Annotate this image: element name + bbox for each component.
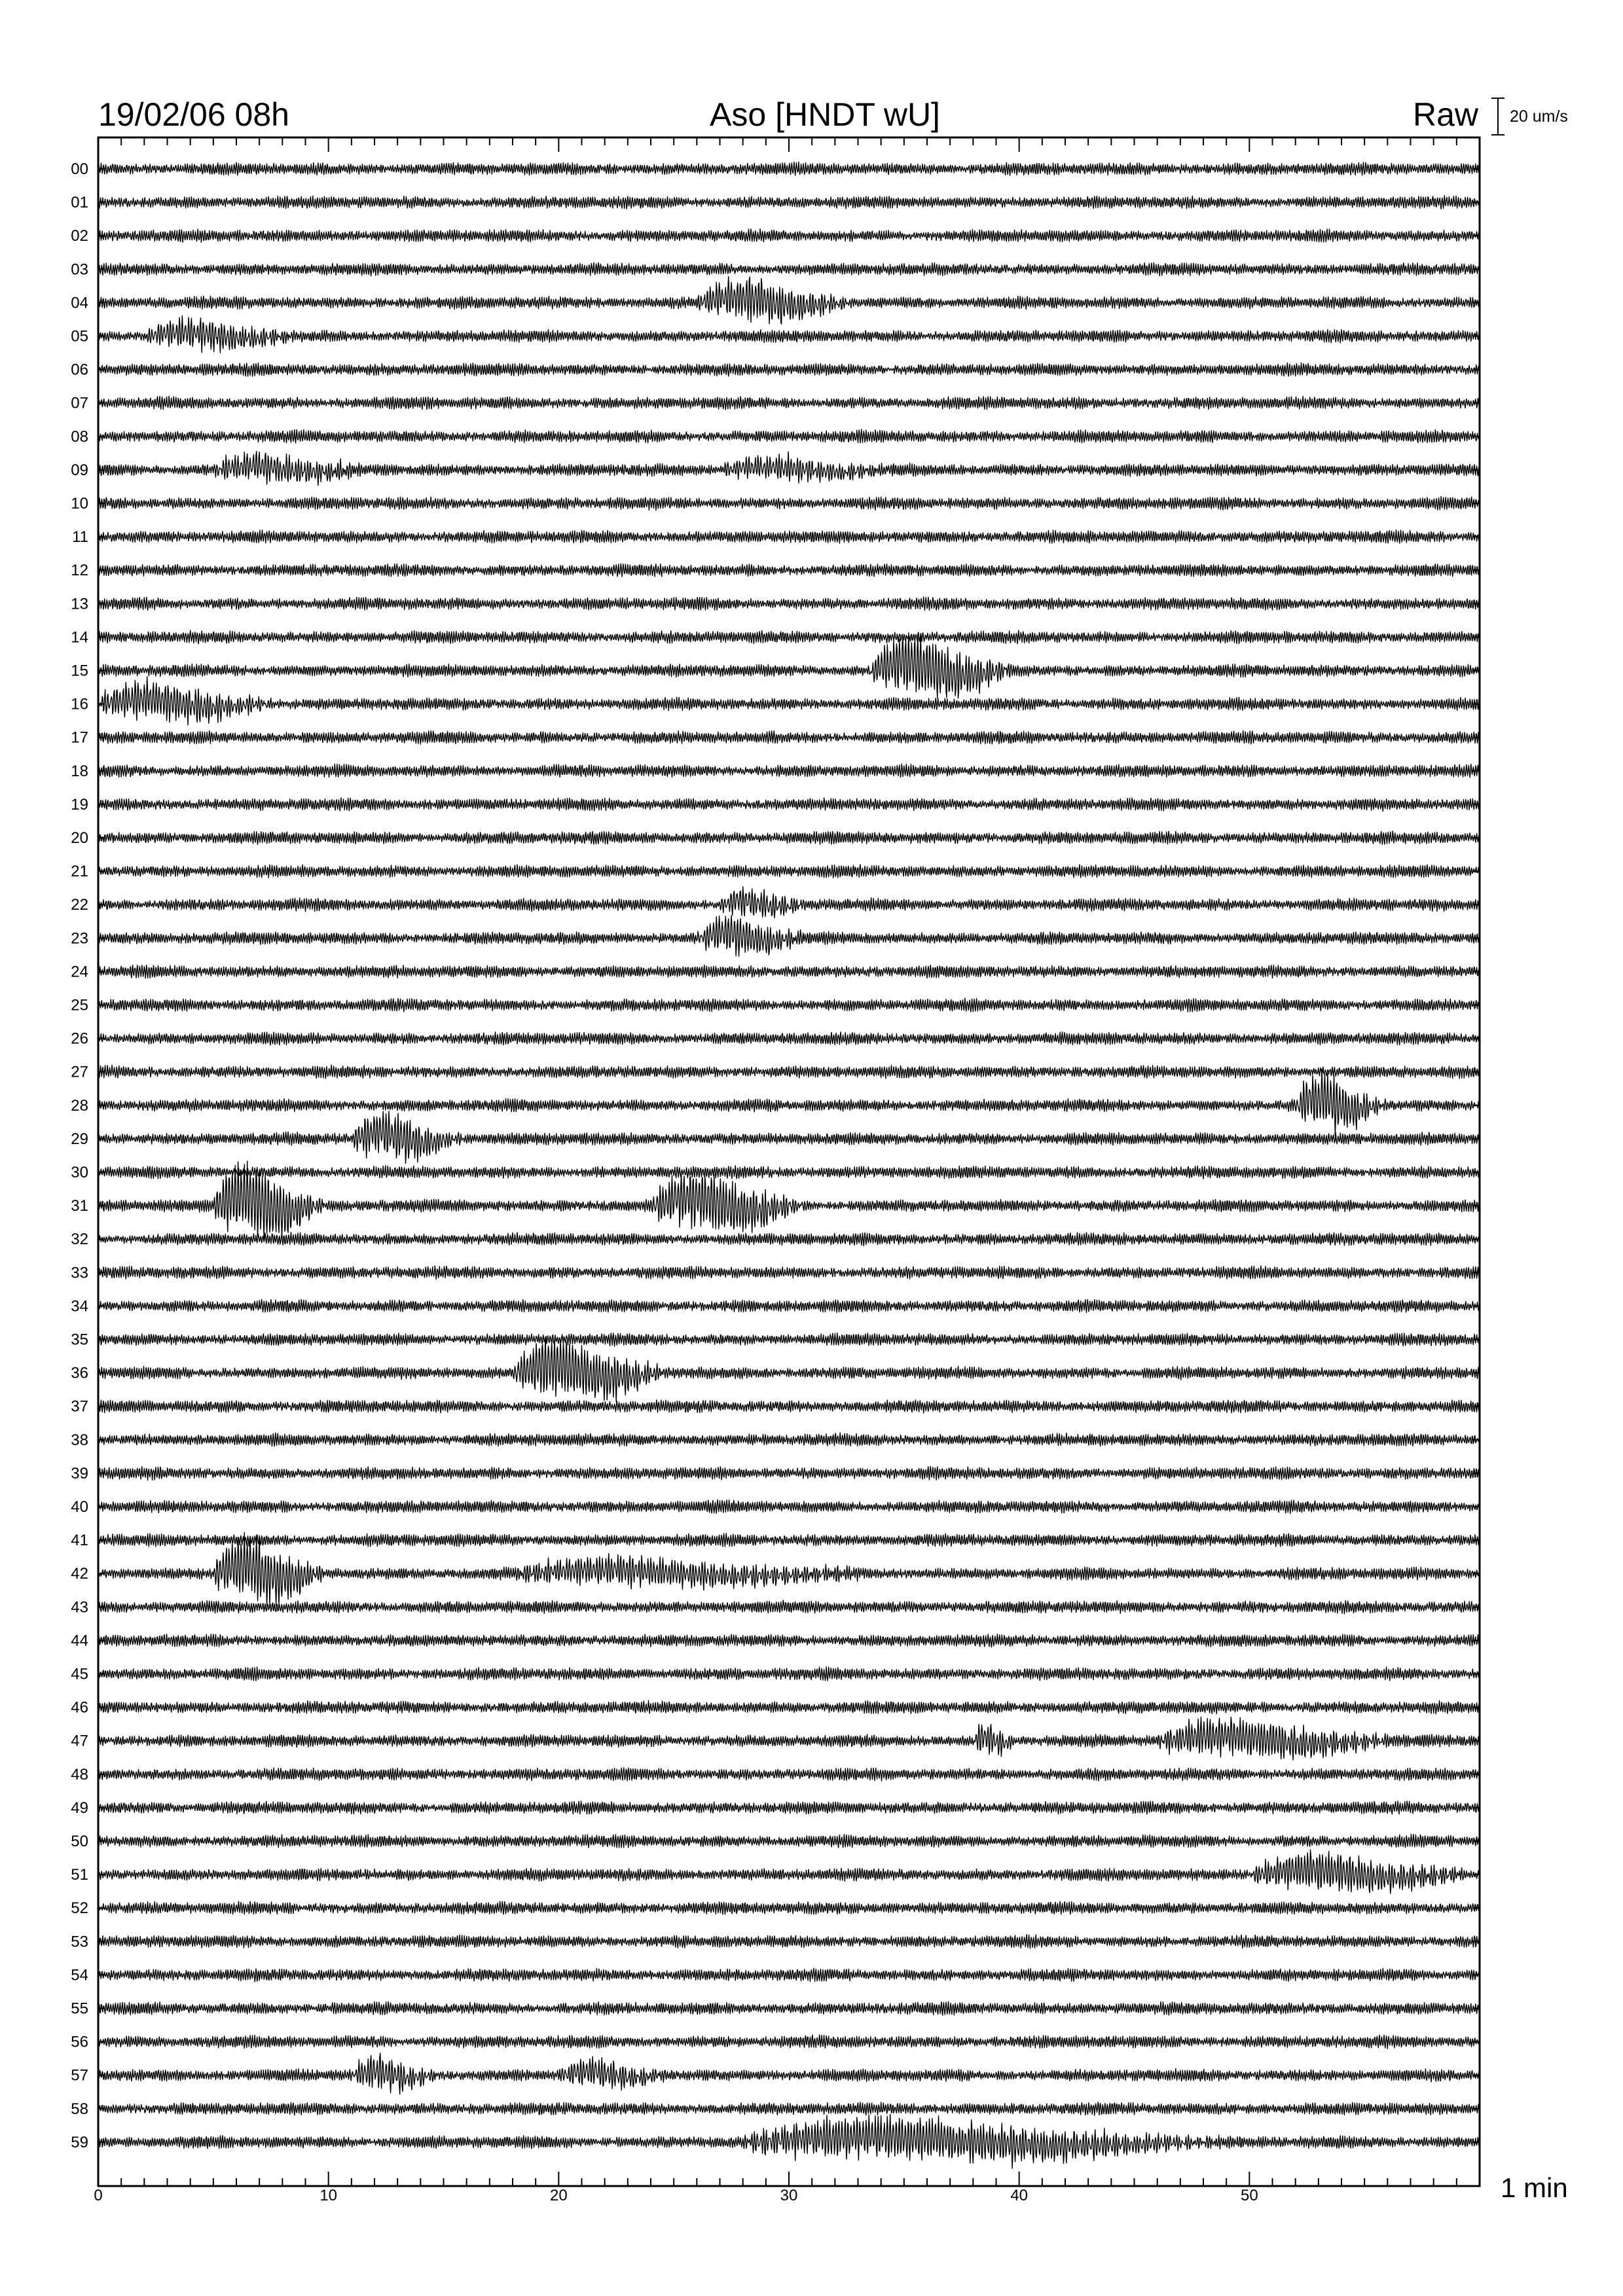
trace-row-20 bbox=[98, 831, 1480, 845]
trace-row-22 bbox=[98, 887, 1480, 918]
row-label-10: 10 bbox=[71, 495, 88, 512]
trace-row-01 bbox=[98, 196, 1480, 209]
date-hour-label: 19/02/06 08h bbox=[98, 96, 289, 133]
trace-row-43 bbox=[98, 1600, 1480, 1614]
row-label-18: 18 bbox=[71, 762, 88, 780]
row-label-25: 25 bbox=[71, 996, 88, 1014]
trace-row-41 bbox=[98, 1534, 1480, 1547]
row-label-33: 33 bbox=[71, 1264, 88, 1282]
row-label-27: 27 bbox=[71, 1063, 88, 1081]
trace-row-28 bbox=[98, 1069, 1480, 1136]
trace-row-53 bbox=[98, 1935, 1480, 1948]
seismic-traces bbox=[98, 162, 1480, 2168]
x-tick-label-20: 20 bbox=[549, 2187, 568, 2204]
x-tick-label-40: 40 bbox=[1010, 2187, 1029, 2204]
trace-row-07 bbox=[98, 396, 1480, 410]
row-label-32: 32 bbox=[71, 1230, 88, 1249]
row-label-11: 11 bbox=[72, 528, 88, 547]
station-title: Aso [HNDT wU] bbox=[710, 96, 940, 133]
trace-row-14 bbox=[98, 630, 1480, 644]
row-label-02: 02 bbox=[71, 227, 88, 245]
row-label-03: 03 bbox=[71, 260, 88, 279]
trace-row-45 bbox=[98, 1667, 1480, 1681]
trace-row-44 bbox=[98, 1634, 1480, 1647]
row-label-41: 41 bbox=[71, 1532, 88, 1550]
row-label-38: 38 bbox=[71, 1431, 88, 1449]
row-label-50: 50 bbox=[71, 1833, 88, 1850]
trace-row-33 bbox=[98, 1266, 1480, 1280]
trace-row-47 bbox=[98, 1717, 1480, 1760]
row-label-05: 05 bbox=[71, 327, 88, 346]
row-label-31: 31 bbox=[71, 1197, 88, 1215]
row-label-42: 42 bbox=[71, 1565, 88, 1583]
trace-row-49 bbox=[98, 1801, 1480, 1814]
trace-row-34 bbox=[98, 1299, 1480, 1312]
trace-row-06 bbox=[98, 363, 1480, 376]
trace-row-18 bbox=[98, 764, 1480, 778]
amplitude-scale-bar bbox=[1491, 98, 1568, 135]
trace-row-11 bbox=[98, 530, 1480, 544]
row-label-30: 30 bbox=[71, 1164, 88, 1181]
row-label-22: 22 bbox=[71, 896, 88, 914]
row-label-21: 21 bbox=[71, 863, 88, 881]
row-label-28: 28 bbox=[71, 1096, 88, 1115]
row-label-49: 49 bbox=[71, 1799, 88, 1817]
trace-row-03 bbox=[98, 262, 1480, 276]
trace-row-48 bbox=[98, 1768, 1480, 1781]
row-label-36: 36 bbox=[71, 1364, 88, 1382]
x-tick-label-0: 0 bbox=[94, 2187, 103, 2204]
row-label-08: 08 bbox=[71, 427, 88, 446]
row-labels bbox=[71, 160, 1480, 2151]
trace-row-51 bbox=[98, 1850, 1480, 1893]
row-label-48: 48 bbox=[71, 1765, 88, 1784]
x-tick-label-30: 30 bbox=[780, 2187, 798, 2204]
trace-row-02 bbox=[98, 229, 1480, 243]
row-label-57: 57 bbox=[71, 2066, 88, 2085]
row-label-39: 39 bbox=[71, 1464, 88, 1482]
trace-row-39 bbox=[98, 1466, 1480, 1480]
row-label-56: 56 bbox=[71, 2033, 88, 2051]
trace-row-09 bbox=[98, 452, 1480, 486]
row-label-37: 37 bbox=[71, 1397, 88, 1416]
trace-row-05 bbox=[98, 316, 1480, 353]
trace-row-35 bbox=[98, 1333, 1480, 1347]
row-label-34: 34 bbox=[71, 1297, 88, 1316]
row-label-44: 44 bbox=[71, 1632, 88, 1650]
trace-row-38 bbox=[98, 1433, 1480, 1446]
row-label-17: 17 bbox=[71, 728, 88, 747]
trace-row-17 bbox=[98, 730, 1480, 744]
trace-row-57 bbox=[98, 2053, 1480, 2094]
row-label-35: 35 bbox=[71, 1331, 88, 1349]
row-label-40: 40 bbox=[71, 1498, 88, 1516]
trace-row-26 bbox=[98, 1031, 1480, 1045]
trace-row-12 bbox=[98, 564, 1480, 577]
row-label-20: 20 bbox=[71, 829, 88, 847]
trace-row-19 bbox=[98, 798, 1480, 812]
row-label-29: 29 bbox=[71, 1130, 88, 1148]
trace-row-32 bbox=[98, 1232, 1480, 1246]
row-label-16: 16 bbox=[71, 695, 88, 713]
trace-row-23 bbox=[98, 916, 1480, 956]
row-label-52: 52 bbox=[71, 1899, 88, 1918]
mode-label: Raw bbox=[1412, 96, 1478, 133]
x-tick-labels bbox=[94, 2187, 1258, 2204]
trace-row-27 bbox=[98, 1065, 1480, 1079]
row-label-06: 06 bbox=[71, 361, 88, 379]
row-label-15: 15 bbox=[71, 662, 88, 680]
trace-row-54 bbox=[98, 1968, 1480, 1982]
row-label-55: 55 bbox=[71, 2000, 88, 2018]
trace-row-30 bbox=[98, 1166, 1480, 1179]
row-label-12: 12 bbox=[71, 562, 88, 580]
trace-row-46 bbox=[98, 1700, 1480, 1713]
row-label-00: 00 bbox=[71, 160, 88, 178]
row-label-14: 14 bbox=[71, 628, 88, 647]
row-label-54: 54 bbox=[71, 1966, 88, 1984]
trace-row-21 bbox=[98, 865, 1480, 878]
trace-row-04 bbox=[98, 277, 1480, 325]
row-label-01: 01 bbox=[71, 194, 88, 212]
row-label-51: 51 bbox=[71, 1866, 88, 1884]
row-label-19: 19 bbox=[71, 795, 88, 814]
trace-row-55 bbox=[98, 2001, 1480, 2015]
time-unit-label: 1 min bbox=[1501, 2172, 1568, 2203]
row-label-04: 04 bbox=[71, 294, 88, 312]
trace-row-24 bbox=[98, 965, 1480, 978]
trace-row-50 bbox=[98, 1835, 1480, 1848]
trace-row-29 bbox=[98, 1111, 1480, 1164]
trace-row-58 bbox=[98, 2102, 1480, 2115]
trace-row-56 bbox=[98, 2035, 1480, 2049]
row-label-45: 45 bbox=[71, 1665, 88, 1683]
row-label-07: 07 bbox=[71, 394, 88, 412]
x-tick-label-10: 10 bbox=[319, 2187, 338, 2204]
x-tick-label-50: 50 bbox=[1240, 2187, 1258, 2204]
row-label-24: 24 bbox=[71, 963, 88, 981]
trace-row-00 bbox=[98, 162, 1480, 176]
row-label-13: 13 bbox=[71, 595, 88, 613]
trace-row-52 bbox=[98, 1901, 1480, 1914]
trace-row-16 bbox=[98, 677, 1480, 725]
row-label-26: 26 bbox=[71, 1030, 88, 1048]
row-label-09: 09 bbox=[71, 461, 88, 479]
trace-row-10 bbox=[98, 497, 1480, 511]
trace-row-36 bbox=[98, 1338, 1480, 1402]
row-label-58: 58 bbox=[71, 2100, 88, 2118]
trace-row-25 bbox=[98, 998, 1480, 1012]
trace-row-15 bbox=[98, 633, 1480, 698]
row-label-23: 23 bbox=[71, 929, 88, 948]
trace-row-37 bbox=[98, 1400, 1480, 1413]
scale-bar-label: 20 um/s bbox=[1510, 107, 1568, 126]
row-label-59: 59 bbox=[71, 2133, 88, 2151]
trace-row-08 bbox=[98, 429, 1480, 443]
trace-row-42 bbox=[98, 1532, 1480, 1605]
row-label-47: 47 bbox=[71, 1732, 88, 1750]
trace-row-59 bbox=[98, 2114, 1480, 2168]
row-label-43: 43 bbox=[71, 1598, 88, 1617]
trace-row-13 bbox=[98, 597, 1480, 611]
row-label-53: 53 bbox=[71, 1933, 88, 1951]
row-label-46: 46 bbox=[71, 1698, 88, 1717]
trace-row-40 bbox=[98, 1500, 1480, 1514]
